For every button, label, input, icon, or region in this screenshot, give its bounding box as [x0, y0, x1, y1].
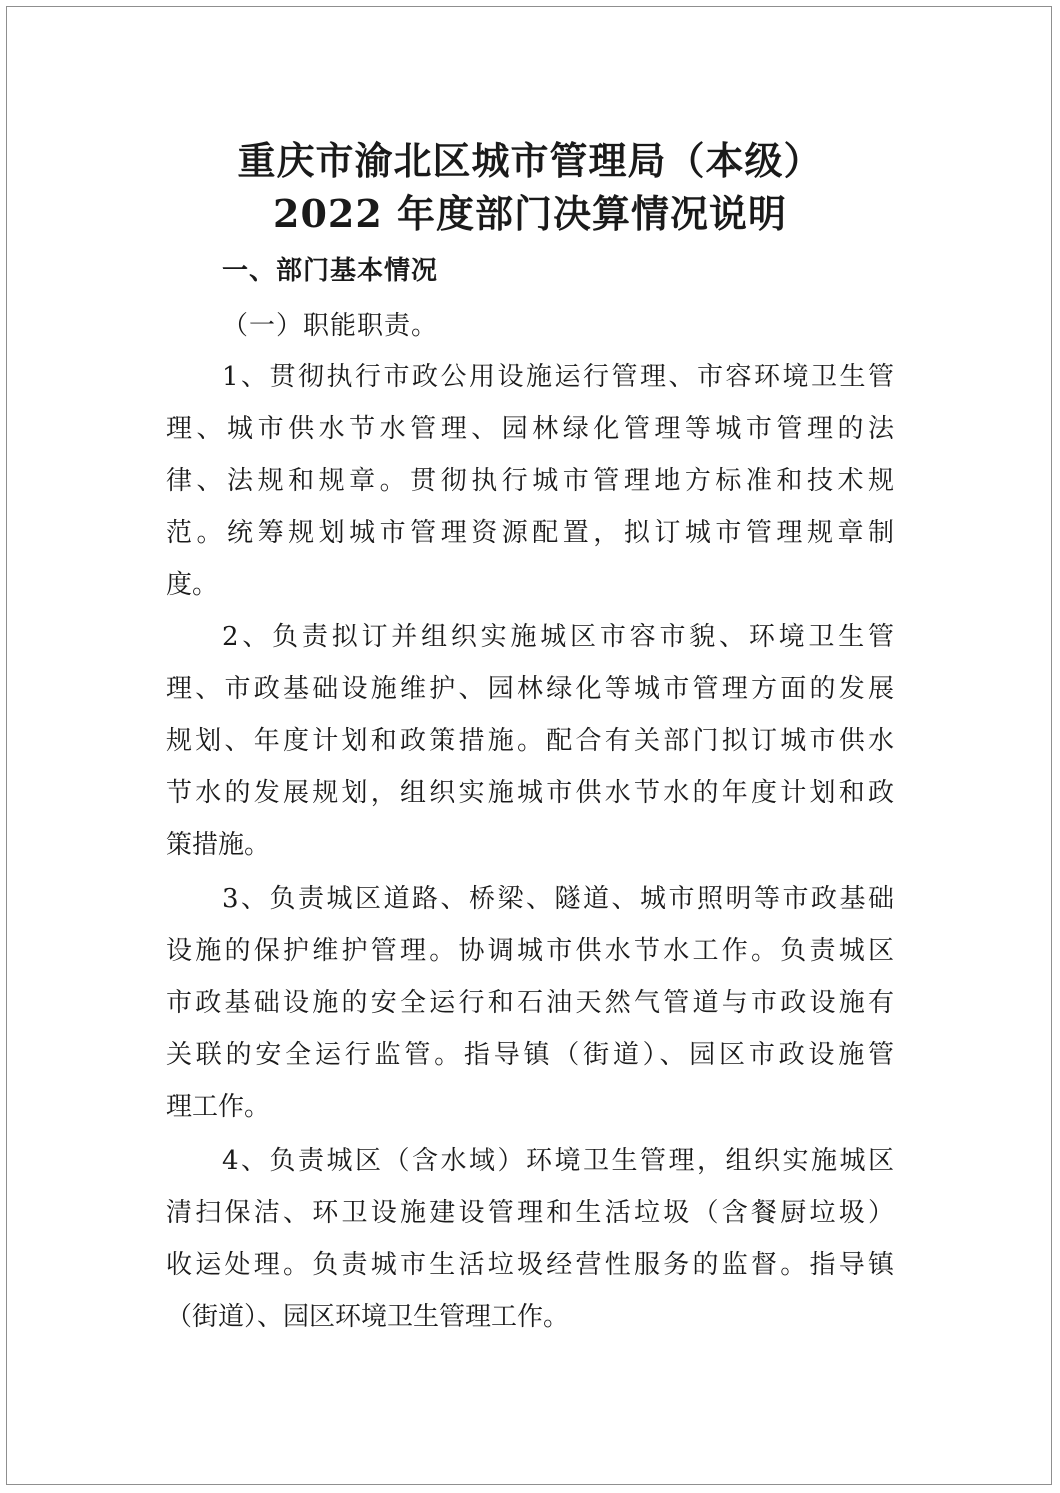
paragraph-3-line-1: 3、负责城区道路、桥梁、隧道、城市照明等市政基础 [222, 884, 894, 914]
paragraph-1-line-1: 1、贯彻执行市政公用设施运行管理、市容环境卫生管 [222, 362, 894, 392]
paragraph-2-line-1: 2、负责拟订并组织实施城区市容市貌、环境卫生管 [222, 622, 894, 652]
paragraph-1-line-3: 律、法规和规章。贯彻执行城市管理地方标准和技术规 [166, 466, 894, 496]
paragraph-4-line-2: 清扫保洁、环卫设施建设管理和生活垃圾（含餐厨垃圾） [166, 1198, 894, 1228]
section-heading: 一、部门基本情况 [222, 256, 439, 286]
paragraph-3-line-3: 市政基础设施的安全运行和石油天然气管道与市政设施有 [166, 988, 894, 1018]
paragraph-2-line-3: 规划、年度计划和政策措施。配合有关部门拟订城市供水 [166, 726, 894, 756]
subsection-heading: （一）职能职责。 [222, 311, 439, 341]
paragraph-3-line-2: 设施的保护维护管理。协调城市供水节水工作。负责城区 [166, 936, 894, 966]
document-title-line-2: 2022 年度部门决算情况说明 [273, 191, 787, 236]
paragraph-4-line-1: 4、负责城区（含水域）环境卫生管理，组织实施城区 [222, 1146, 894, 1176]
paragraph-3-line-5: 理工作。 [166, 1092, 271, 1122]
paragraph-1-line-2: 理、城市供水节水管理、园林绿化管理等城市管理的法 [166, 414, 894, 444]
paragraph-1-line-5: 度。 [166, 570, 219, 600]
document-title-line-1: 重庆市渝北区城市管理局（本级） [237, 138, 823, 183]
paragraph-3-line-4: 关联的安全运行监管。指导镇（街道）、园区市政设施管 [166, 1040, 894, 1070]
paragraph-2-line-5: 策措施。 [166, 830, 271, 860]
paragraph-2-line-4: 节水的发展规划，组织实施城市供水节水的年度计划和政 [166, 778, 894, 808]
paragraph-4-line-3: 收运处理。负责城市生活垃圾经营性服务的监督。指导镇 [166, 1250, 894, 1280]
paragraph-1-line-4: 范。统筹规划城市管理资源配置，拟订城市管理规章制 [166, 518, 894, 548]
paragraph-2-line-2: 理、市政基础设施维护、园林绿化等城市管理方面的发展 [166, 674, 894, 704]
paragraph-4-line-4: （街道）、园区环境卫生管理工作。 [166, 1302, 570, 1332]
